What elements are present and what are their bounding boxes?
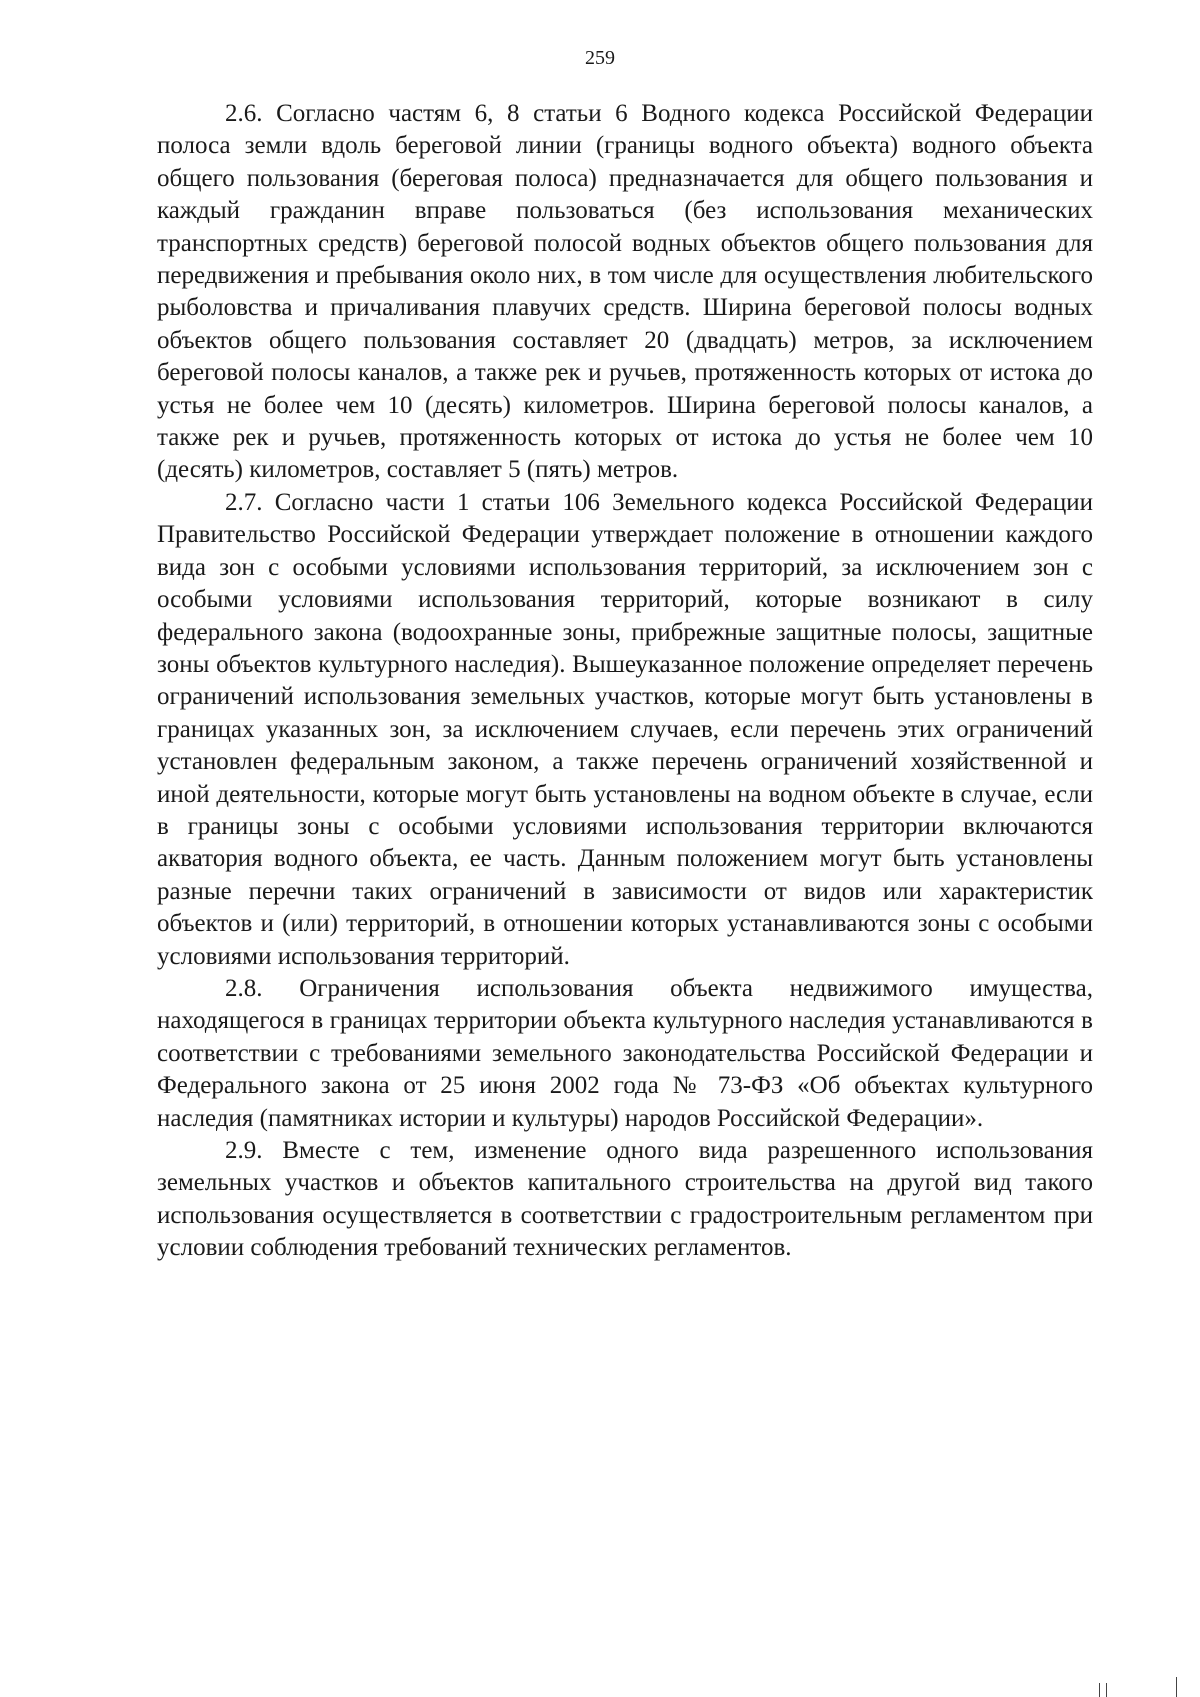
scan-artifact xyxy=(1176,1677,1177,1697)
paragraph-2-6: 2.6. Согласно частям 6, 8 статьи 6 Водного кодекса Российской Федерации полоса земли вдоль береговой линии (границы водного объекта) водного объекта общего пользования (береговая полоса) предназначается для общего пользования и каждый гражданин вправе пользоваться (без использования механических транспортных средств) береговой полосой водных объектов общего пользования для передвижения и пребывания около них, в том числе для осуществления любительского рыболовства и причаливания плавучих средств. Ширина береговой полосы водных объектов общего пользования составляет 20 (двадцать) метров, за исключением береговой полосы каналов, а также рек и ручьев, протяженность которых от истока до устья не более чем 10 (десять) километров. Ширина береговой полосы каналов, а также рек и ручьев, протяженность которых от истока до устья не более чем 10 (десять) километров, составляет 5 (пять) метров. xyxy=(157,100,1093,484)
document-body xyxy=(157,98,1093,1265)
paragraph-2-7: 2.7. Согласно части 1 статьи 106 Земельного кодекса Российской Федерации Правительство Российской Федерации утверждает положение в отношении каждого вида зон с особыми условиями использования территорий, за исключением зон с особыми условиями использования территорий, которые возникают в силу федерального закона (водоохранные зоны, прибрежные защитные полосы, защитные зоны объектов культурного наследия). Вышеуказанное положение определяет перечень ограничений использования земельных участков, которые могут быть установлены в границах указанных зон, за исключением случаев, если перечень этих ограничений установлен федеральным законом, а также перечень ограничений хозяйственной и иной деятельности, которые могут быть установлены на водном объекте в случае, если в границы зоны с особыми условиями использования территории включаются акватория водного объекта, ее часть. Данным положением могут быть установлены разные перечни таких ограничений в зависимости от видов или характеристик объектов и (или) территорий, в отношении которых устанавливаются зоны с особыми условиями использования территорий. xyxy=(157,488,1093,970)
scan-artifact xyxy=(1106,1683,1107,1697)
scan-artifact xyxy=(1099,1683,1100,1697)
page-number: 259 xyxy=(585,47,615,69)
paragraph-2-9: 2.9. Вместе с тем, изменение одного вида разрешенного использования земельных участков и объектов капитального строительства на другой вид такого использования осуществляется в соответствии с градостроительным регламентом при условии соблюдения требований технических регламентов. xyxy=(157,1137,1093,1262)
paragraph-2-8: 2.8. Ограничения использования объекта недвижимого имущества, находящегося в границах территории объекта культурного наследия устанавливаются в соответствии с требованиями земельного законодательства Российской Федерации и Федерального закона от 25 июня 2002 года № 73-ФЗ «Об объектах культурного наследия (памятниках истории и культуры) народов Российской Федерации». xyxy=(157,974,1093,1132)
